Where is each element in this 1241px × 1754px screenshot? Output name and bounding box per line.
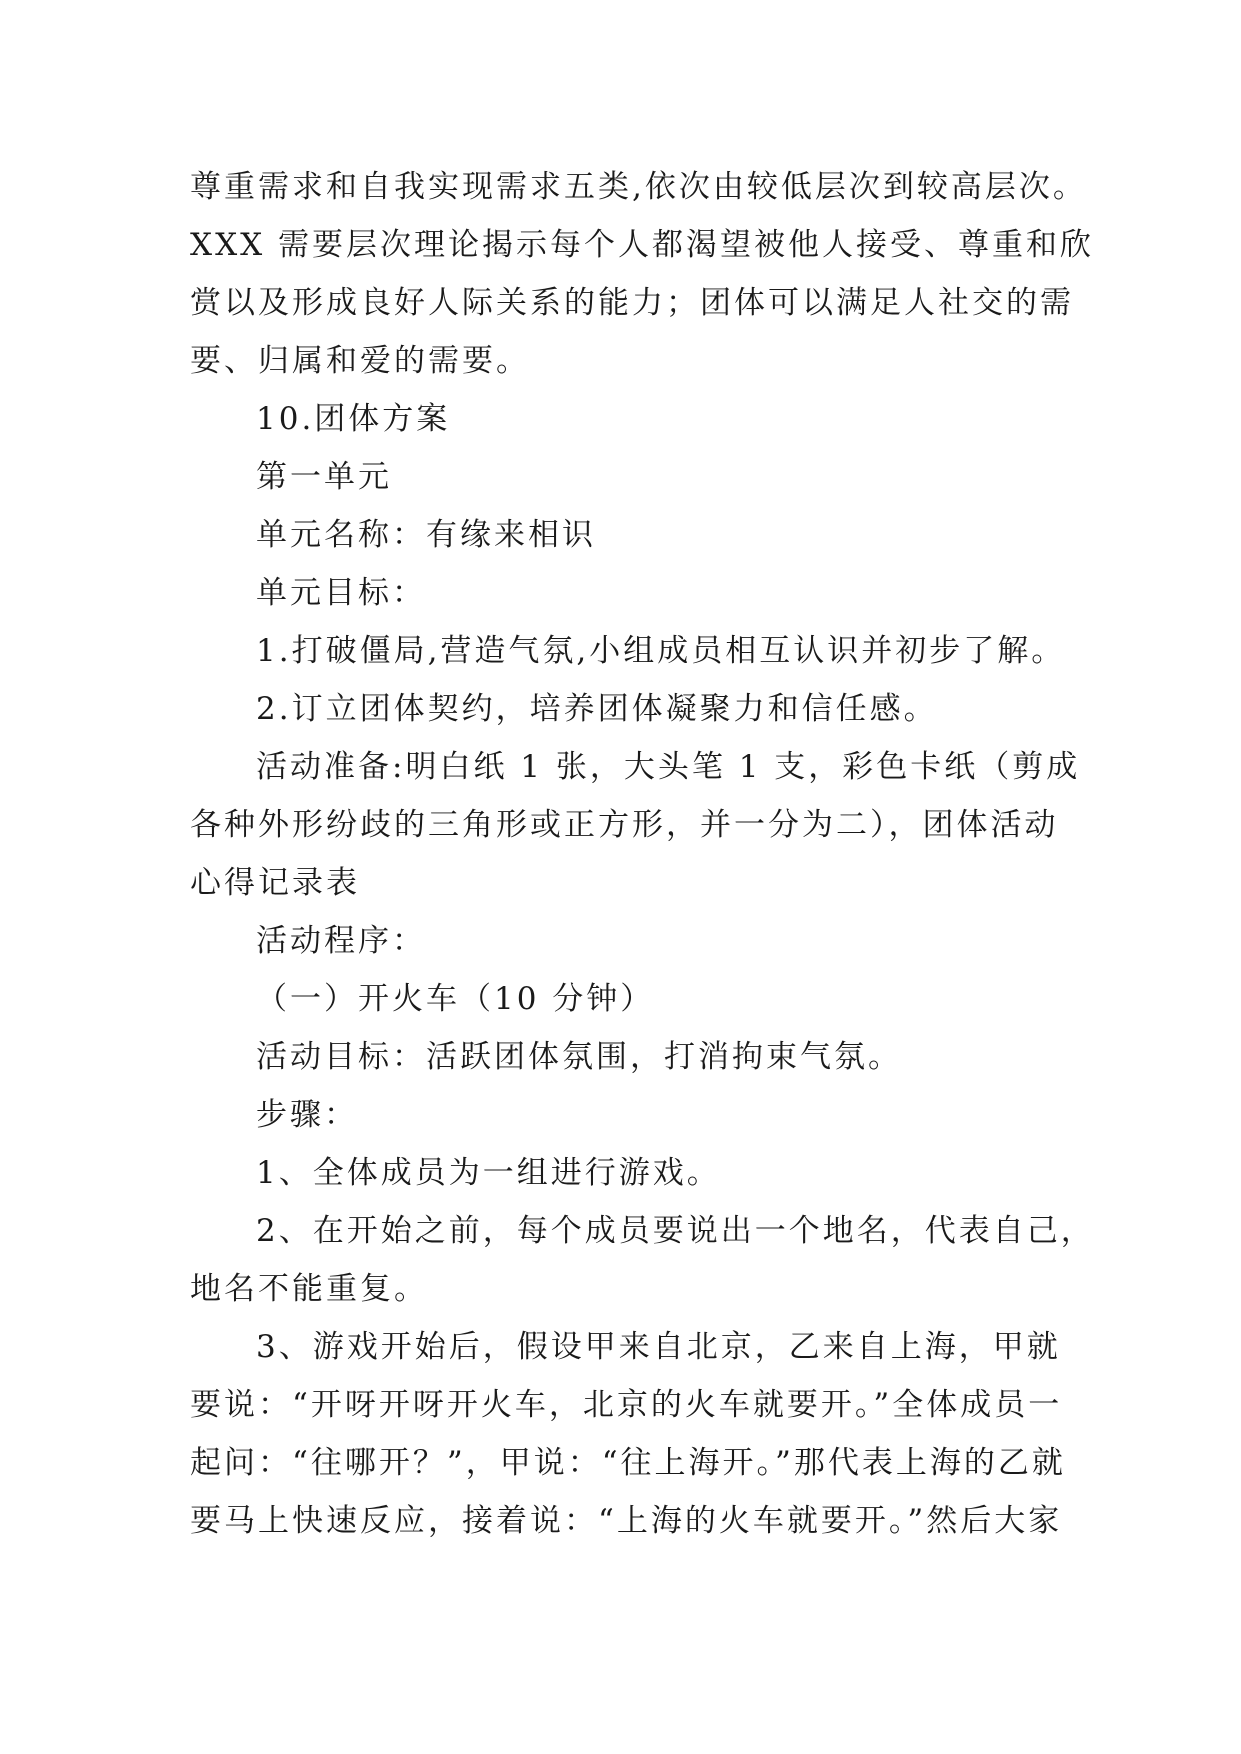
- unit-goal-1: 1.打破僵局,营造气氛,小组成员相互认识并初步了解。: [256, 633, 1066, 669]
- step-3-cont-3: 要马上快速反应，接着说：“上海的火车就要开。”然后大家: [190, 1503, 1063, 1539]
- activity-1-goal: 活动目标：活跃团体氛围，打消拘束气氛。: [256, 1039, 902, 1075]
- document-body: [190, 158, 1095, 1550]
- activity-preparation-cont-2: 心得记录表: [190, 865, 360, 901]
- activity-preparation-cont-1: 各种外形纷歧的三角形或正方形，并一分为二），团体活动: [190, 807, 1059, 843]
- unit-goal-label: 单元目标：: [256, 575, 426, 611]
- unit-name: 单元名称：有缘来相识: [256, 517, 596, 553]
- unit-goal-2: 2.订立团体契约，培养团体凝聚力和信任感。: [256, 691, 938, 727]
- activity-1-title: （一）开火车（10 分钟）: [256, 981, 655, 1017]
- activity-procedure-label: 活动程序：: [256, 923, 426, 959]
- step-3-cont-2: 起问：“往哪开？”，甲说：“往上海开。”那代表上海的乙就: [190, 1445, 1066, 1481]
- step-2: 2、在开始之前，每个成员要说出一个地名，代表自己，: [256, 1213, 1095, 1249]
- step-1: 1、全体成员为一组进行游戏。: [256, 1155, 721, 1191]
- text-line-3: 赏以及形成良好人际关系的能力；团体可以满足人社交的需: [190, 285, 1074, 321]
- step-3: 3、游戏开始后，假设甲来自北京，乙来自上海，甲就: [256, 1329, 1061, 1365]
- section-heading: 10.团体方案: [256, 401, 451, 437]
- steps-label: 步骤：: [256, 1097, 358, 1133]
- text-line-2: XXX 需要层次理论揭示每个人都渴望被他人接受、尊重和欣: [190, 227, 1095, 263]
- activity-preparation: 活动准备:明白纸 1 张，大头笔 1 支，彩色卡纸（剪成: [256, 749, 1081, 785]
- text-line-4: 要、归属和爱的需要。: [190, 343, 530, 379]
- step-3-cont-1: 要说：“开呀开呀开火车，北京的火车就要开。”全体成员一: [190, 1387, 1063, 1423]
- unit-title: 第一单元: [256, 459, 392, 495]
- step-2-cont: 地名不能重复。: [190, 1271, 428, 1307]
- text-line-1: 尊重需求和自我实现需求五类,依次由较低层次到较高层次。: [190, 169, 1087, 205]
